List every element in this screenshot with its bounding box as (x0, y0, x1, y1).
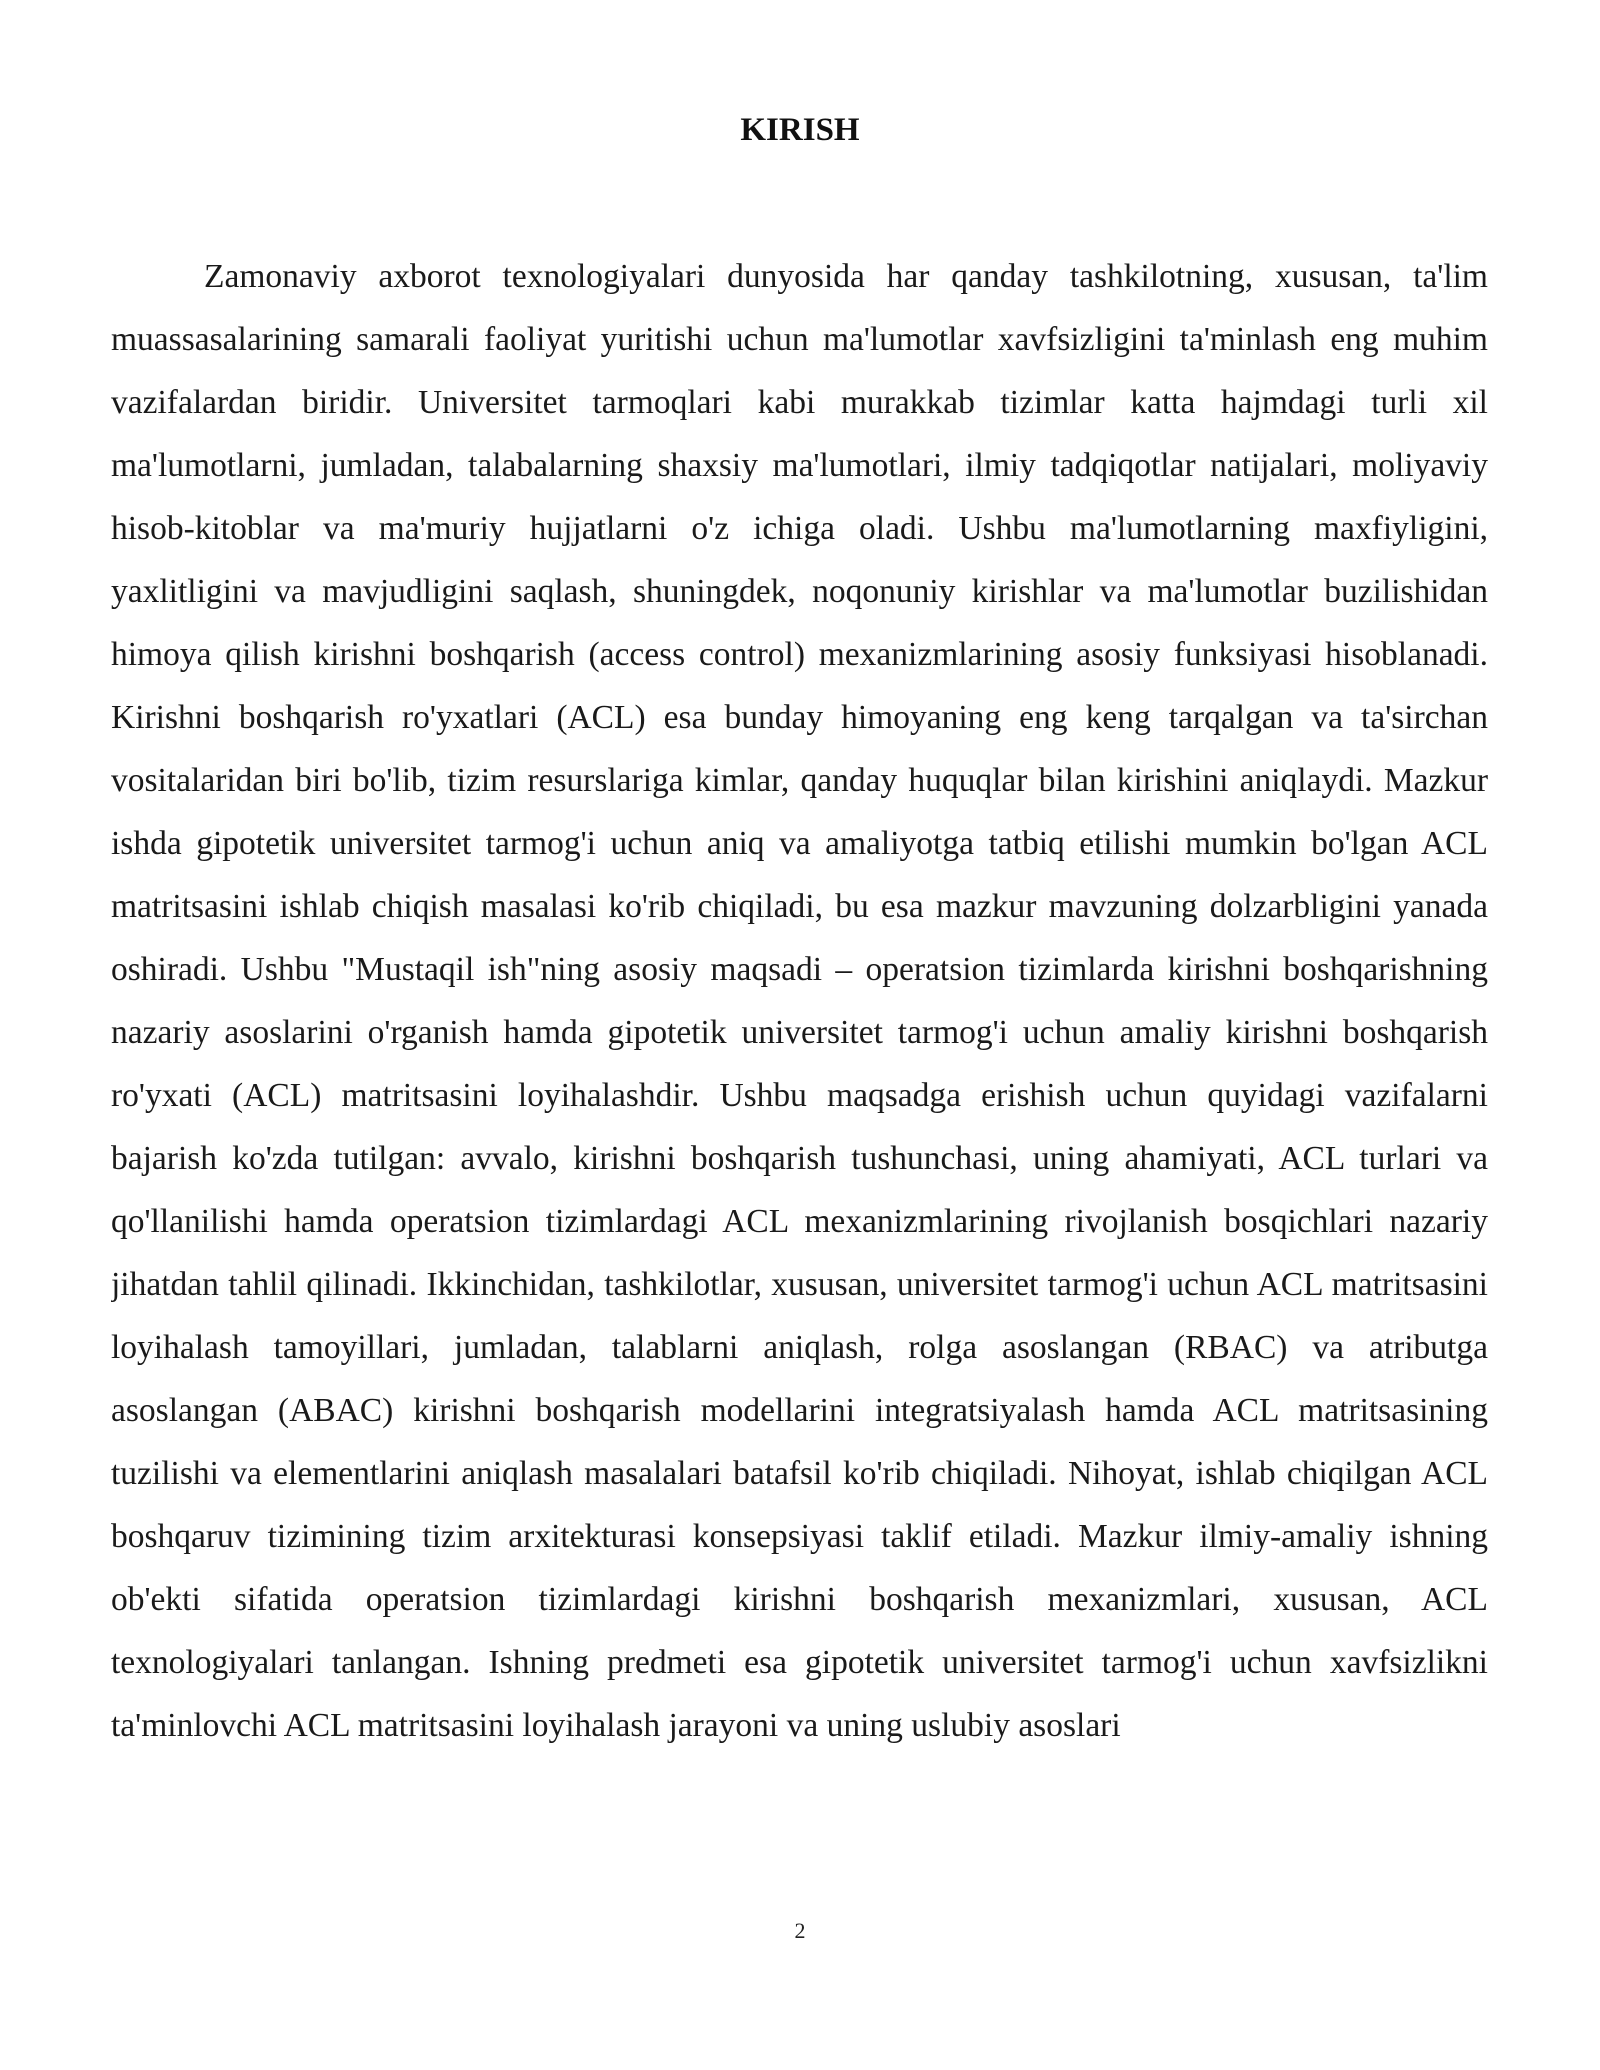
body-paragraph: Zamonaviy axborot texnologiyalari dunyosida har qanday tashkilotning, xususan, ta'lim muassasalarining samarali faoliyat yuritishi uchun ma'lumotlar xavfsizligini ta'minlash eng muhim vazifalardan biridir. Universitet tarmoqlari kabi murakkab tizimlar katta hajmdagi turli xil ma'lumotlarni, jumladan, talabalarning shaxsiy ma'lumotlari, ilmiy tadqiqotlar natijalari, moliyaviy hisob-kitoblar va ma'muriy hujjatlarni o'z ichiga oladi. Ushbu ma'lumotlarning maxfiyligini, yaxlitligini va mavjudligini saqlash, shuningdek, noqonuniy kirishlar va ma'lumotlar buzilishidan himoya qilish kirishni boshqarish (access control) mexanizmlarining asosiy funksiyasi hisoblanadi. Kirishni boshqarish ro'yxatlari (ACL) esa bunday himoyaning eng keng tarqalgan va ta'sirchan vositalaridan biri bo'lib, tizim resurslariga kimlar, qanday huquqlar bilan kirishini aniqlaydi. Mazkur ishda gipotetik universitet tarmog'i uchun aniq va amaliyotga tatbiq etilishi mumkin bo'lgan ACL matritsasini ishlab chiqish masalasi ko'rib chiqiladi, bu esa mazkur mavzuning dolzarbligini yanada oshiradi. Ushbu "Mustaqil ish"ning asosiy maqsadi – operatsion tizimlarda kirishni boshqarishning nazariy asoslarini o'rganish hamda gipotetik universitet tarmog'i uchun amaliy kirishni boshqarish ro'yxati (ACL) matritsasini loyihalashdir. Ushbu maqsadga erishish uchun quyidagi vazifalarni bajarish ko'zda tutilgan: avvalo, kirishni boshqarish tushunchasi, uning ahamiyati, ACL turlari va qo'llanilishi hamda operatsion tizimlardagi ACL mexanizmlarining rivojlanish bosqichlari nazariy jihatdan tahlil qilinadi. Ikkinchidan, tashkilotlar, xususan, universitet tarmog'i uchun ACL matritsasini loyihalash tamoyillari, jumladan, talablarni aniqlash, rolga asoslangan (RBAC) va atributga asoslangan (ABAC) kirishni boshqarish modellarini integratsiyalash hamda ACL matritsasining tuzilishi va elementlarini aniqlash masalalari batafsil ko'rib chiqiladi. Nihoyat, ishlab chiqilgan ACL boshqaruv tizimining tizim arxitekturasi konsepsiyasi taklif etiladi. Mazkur ilmiy-amaliy ishning ob'ekti sifatida operatsion tizimlardagi kirishni boshqarish mexanizmlari, xususan, ACL texnologiyalari tanlangan. Ishning predmeti esa gipotetik universitet tarmog'i uchun xavfsizlikni ta'minlovchi ACL matritsasini loyihalash jarayoni va uning uslubiy asoslari (111, 258, 1488, 1744)
page-number: 2 (794, 1918, 806, 1943)
page-title: KIRISH (740, 112, 860, 148)
